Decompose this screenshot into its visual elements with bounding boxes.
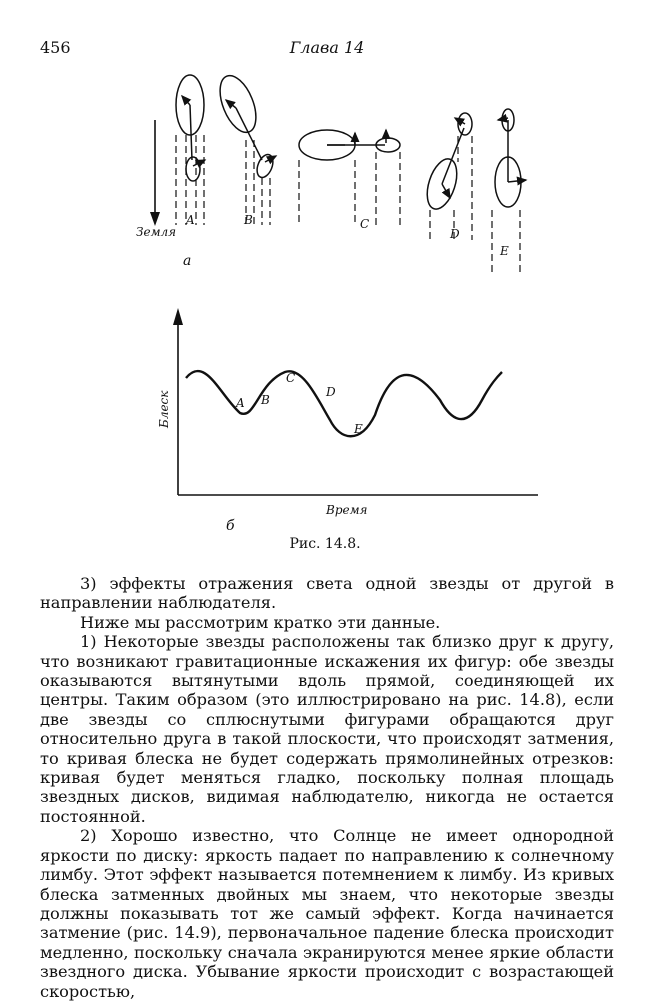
binary-config-b <box>213 71 276 225</box>
paragraph-reflection-effects: 3) эффекты отражения света одной звезды от другой в направлении наблюдателя. <box>40 574 614 613</box>
paragraph-limb-darkening: 2) Хорошо известно, что Солнце не имеет однородной яркости по диску: яркость падает по направлению к солнечному лимбу. Этот эффект называется потемнением к лимбу. Из кривых блеска затменных двойных мы знаем, что некоторые звезды должны показывать тот же самый эффект. Когда начинается затмение (рис. 14.9), первоначальное падение блеска происходит медленно, поскольку сначала экранируются менее яркие области звездного диска. Убывание яркости происходит с возрастающей скоростью, <box>40 826 614 1001</box>
curve-label-a: A <box>236 396 245 410</box>
binary-config-d <box>422 113 472 240</box>
curve-label-b: B <box>261 393 270 407</box>
config-label-e: E <box>500 244 509 258</box>
body-text <box>40 574 614 1001</box>
curve-label-d: D <box>326 385 336 399</box>
config-label-b: B <box>244 213 253 227</box>
page-number: 456 <box>40 38 71 57</box>
config-label-d: D <box>450 227 460 241</box>
panel-letter-b: б <box>226 518 235 534</box>
earth-label: Земля <box>136 225 177 239</box>
x-axis-label: Время <box>326 503 368 517</box>
curve-label-e: E <box>354 422 363 436</box>
config-label-c: C <box>360 217 370 231</box>
earth-direction-arrow <box>150 120 160 226</box>
light-curve <box>186 371 502 436</box>
figure-caption: Рис. 14.8. <box>289 536 361 552</box>
chapter-title: Глава 14 <box>289 38 365 57</box>
panel-letter-a: а <box>183 253 192 269</box>
paragraph-intro: Ниже мы рассмотрим кратко эти данные. <box>80 612 441 632</box>
config-label-a: A <box>186 213 195 227</box>
light-curve-axes <box>173 308 538 495</box>
y-axis-label: Блеск <box>157 390 171 428</box>
binary-config-a <box>176 75 205 225</box>
binary-config-e <box>492 109 526 275</box>
curve-label-c: C <box>286 371 296 385</box>
binary-config-c <box>299 130 400 225</box>
paragraph-gravitational-distortion: 1) Некоторые звезды расположены так близко друг к другу, что возникают гравитационные искажения их фигур: обе звезды оказываются вытянутыми вдоль прямой, соединяющей их центры. Таким образом (это иллюстрировано на рис. 14.8), если две звезды со сплюснутыми фигурами обращаются друг относительно друга в такой плоскости, что происходят затмения, то кривая блеска не будет содержать прямолинейных отрезков: кривая будет меняться гладко, поскольку полная площадь звездных дисков, видимая наблюдателю, никогда не остается постоянной. <box>40 632 614 826</box>
